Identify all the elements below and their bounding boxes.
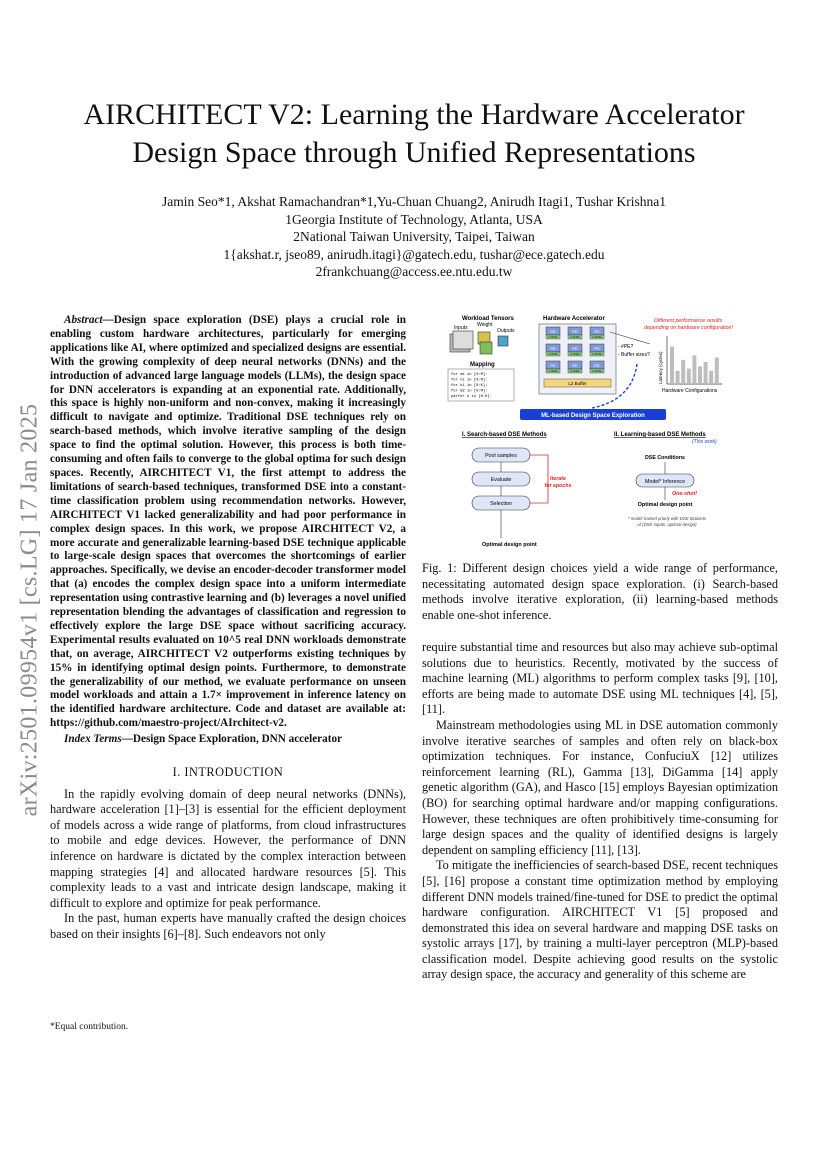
intro-paragraph-2: In the past, human experts have manually crafted the design choices based on their insights [6]–[8]. Such endeavors not only (50, 911, 406, 942)
right-paragraph-1: require substantial time and resources but also may achieve sub-optimal solutions due to heuristics. Recently, motivated by the success of machine learning (ML) algorithms to perform complex tasks [9], [10], efforts are being made to automate DSE using ML techniques [4], [5], [11]. (422, 640, 778, 717)
l1-buffer-label: L1 Buffer (569, 336, 581, 340)
output-tensor-icon (498, 336, 508, 346)
label-selection: Selection (490, 501, 512, 507)
pe-label: PE (594, 346, 600, 351)
title-line-1: AIRCHITECT V2: Learning the Hardware Accelerator (83, 98, 745, 131)
mapping-code-line: for n1 in [0:N]: (451, 378, 488, 383)
label-iterate: Iterate (550, 476, 566, 482)
iterate-loop (530, 455, 548, 503)
label-l2-buffer: L2 Buffer (568, 381, 587, 386)
figure-1 (422, 312, 778, 552)
label-num-pe: - #PE? (618, 344, 634, 350)
pe-label: PE (550, 346, 556, 351)
pe-label: PE (550, 363, 556, 368)
index-terms (50, 733, 406, 747)
mapping-code-line: parfor k in [0:K]: (451, 395, 493, 399)
abstract (50, 314, 406, 731)
label-one-shot: One-shot! (672, 491, 698, 497)
latency-bar (704, 362, 708, 384)
affiliation-1: 1Georgia Institute of Technology, Atlanta, USA (285, 211, 543, 227)
label-inputs: Inputs (454, 325, 468, 331)
label-workload-tensors: Workload Tensors (462, 316, 514, 322)
label-hardware-accelerator: Hardware Accelerator (543, 316, 605, 322)
l1-buffer-label: L1 Buffer (547, 336, 559, 340)
label-diff-perf: Different performance results (654, 318, 723, 324)
label-search-based: I. Search-based DSE Methods (462, 432, 547, 438)
label-latency: Latency (cycles) (658, 351, 663, 384)
label-model-inference: Model* Inference (644, 479, 686, 485)
pe-label: PE (550, 329, 556, 334)
intro-paragraph-1: In the rapidly evolving domain of deep neural networks (DNNs), hardware acceleration [1]–[3] is essential for the efficient deployment of models across a wide range of platforms, from cloud infrastructures to mobile and edge devices. However, the performance of DNN inference on hardware is dictated by the complex interaction between mapping strategies [4] and allocated hardware resources [5]. This complexity leads to a vast and intricate design landscape, making it difficult to explore and optimize for peak performance. (50, 786, 406, 910)
label-this-work: (This work) (692, 439, 717, 445)
label-learning-based: II. Learning-based DSE Methods (614, 432, 706, 438)
label-hw-configs: Hardware Configurations (662, 388, 718, 394)
label-mapping: Mapping (470, 362, 495, 368)
right-paragraph-3: To mitigate the inefficiencies of search-based DSE, recent techniques [5], [16] propose a constant time optimization method by employing different DNN models trained/fine-tuned for DSE to predict the optimal hardware configuration. AIRCHITECT V1 [5] proposed and demonstrated this idea on several hardware and mapping DSE tasks on systolic arrays [17], by training a multi-layer perceptron (MLP)-based classification model. Despite achieving good results on the systolic array design space, the accuracy and generality of this scheme are (422, 858, 778, 982)
label-pool-samples: Pool samples (485, 453, 517, 459)
section-heading-introduction: I. INTRODUCTION (172, 765, 284, 780)
left-column (50, 314, 406, 943)
l1-buffer-label: L1 Buffer (591, 336, 603, 340)
label-buffer-sizes: - Buffer sizes? (618, 352, 650, 358)
right-column (422, 640, 778, 983)
email-line-1: 1{akshat.r, jseo89, anirudh.itagi}@gatech.edu, tushar@ece.gatech.edu (223, 246, 605, 262)
pe-label: PE (572, 363, 578, 368)
label-model-footnote-1: * model trained priorly with DSE datasets (627, 516, 707, 521)
mapping-code-line: for m1 in [0:M]: (451, 373, 488, 377)
arxiv-watermark (10, 360, 50, 860)
latency-bar (681, 360, 685, 384)
label-evaluate: Evaluate (490, 477, 512, 483)
weight-tensor-icon (478, 332, 492, 354)
label-weight: Weight (477, 322, 493, 328)
footnote: *Equal contribution. (50, 1022, 129, 1032)
abstract-label: Abstract (64, 314, 103, 326)
latency-bar (709, 371, 713, 384)
author-block (40, 193, 788, 281)
affiliation-2: 2National Taiwan University, Taipei, Taiwan (293, 229, 535, 244)
abstract-text: —Design space exploration (DSE) plays a crucial role in enabling custom hardware architectures, particularly for emerging applications like AI, where optimized and specialized designs are essential. With the growing complexity of deep neural networks (DNNs) and the introduction of advanced large language models (LLMs), the design space for DNN accelerators is expanding at an exponential rate. Additionally, this space is highly non-uniform and non-convex, making it increasingly difficult to navigate and optimize. Traditional DSE techniques rely on search-based methods, which involve iterative sampling of the design space to find the optimal solution. However, this process is both time-consuming and often fails to converge to the global optima for such design spaces. Recently, AIRCHITECT V1, the first attempt to address the limitations of search-based techniques, transformed DSE into a constant-time classification problem using recommendation networks. However, AIRCHITECT V1 lacked generalizability and had poor performance in complex design spaces. In this work, we propose AIRCHITECT V2, a more accurate and generalizable learning-based DSE technique applicable to large-scale design spaces that overcomes the shortcomings of earlier approaches. Specifically, we devise an encoder-decoder transformer model that (a) encodes the complex design space into a uniform intermediate representation using contrastive learning and (b) leverages a novel unified representation blending the advantages of classification and regression to effectively explore the large DSE space without sacrificing accuracy. Experimental results evaluated on 10^5 real DNN workloads demonstrate that, on average, AIRCHITECT V2 outperforms existing techniques by 15% in identifying optimal design points. Furthermore, to demonstrate the generalizability of our method, we evaluate performance on unseen model workloads and attain a 1.7× improvement in inference latency on the identified hardware architecture. Code and dataset are available at: https://github.com/maestro-project/AIrchitect-v2. (50, 314, 406, 730)
latency-bar (670, 347, 674, 384)
l1-buffer-label: L1 Buffer (547, 353, 559, 357)
l1-buffer-label: L1 Buffer (569, 370, 581, 374)
latency-bar (687, 369, 691, 384)
figure-1-diagram (422, 312, 778, 552)
pe-label: PE (572, 329, 578, 334)
arxiv-id: arXiv:2501.09954v1 [cs.LG] 17 Jan 2025 (16, 403, 43, 817)
figure-caption: Fig. 1: Different design choices yield a wide range of performance, necessitating automated design space exploration. (i) Search-based methods involve iterative exploration, (ii) learning-based methods enable one-shot inference. (422, 561, 778, 622)
label-diff-perf-2: depending on hardware configuration! (644, 325, 733, 331)
l1-buffer-label: L1 Buffer (591, 353, 603, 357)
mapping-code (451, 372, 492, 399)
title-line-2: Design Space through Unified Representations (132, 136, 696, 169)
latency-bar (676, 371, 680, 384)
mapping-code-line: for k1 in [0:K]: (451, 384, 488, 388)
right-paragraph-2: Mainstream methodologies using ML in DSE automation commonly involve iterative searches of samples and often rely on black-box optimization techniques. For instance, ConfuciuX [12] utilizes reinforcement learning (RL), Gamma [13], DiGamma [14] apply genetic algorithm (GA), and Hasco [15] employs Bayesian optimization (BO) for searching optimal hardware and/or mapping configurations. However, these techniques are often prohibitively time-consuming for large design spaces and the quality of identified designs is largely dependent on sampling efficiency [11], [13]. (422, 717, 778, 857)
paper-title (40, 96, 788, 172)
index-terms-text: —Design Space Exploration, DNN accelerator (121, 733, 343, 746)
label-outputs: Outputs (497, 328, 515, 334)
pe-grid (546, 327, 604, 373)
l1-buffer-label: L1 Buffer (547, 370, 559, 374)
label-optimal-point: Optimal design point (482, 542, 537, 548)
label-optimal-point-2: Optimal design point (637, 502, 693, 508)
label-ml-dse: ML-based Design Space Exploration (541, 413, 645, 419)
pe-label: PE (572, 346, 578, 351)
label-model-footnote-2: of (DSE inputs, optimal design) (637, 522, 697, 527)
pe-label: PE (594, 363, 600, 368)
latency-bars (670, 347, 719, 384)
label-dse-conditions: DSE Conditions (644, 455, 686, 461)
author-names: Jamin Seo*1, Akshat Ramachandran*1,Yu-Chuan Chuang2, Anirudh Itagi1, Tushar Krishna1 (162, 194, 666, 209)
latency-bar (715, 358, 719, 384)
pe-label: PE (594, 329, 600, 334)
latency-bar (698, 366, 702, 384)
l1-buffer-label: L1 Buffer (591, 370, 603, 374)
index-terms-label: Index Terms (64, 733, 122, 746)
email-line-2: 2frankchuang@access.ee.ntu.edu.tw (315, 264, 513, 279)
l1-buffer-label: L1 Buffer (569, 353, 581, 357)
mapping-code-line: for m2 in [0:M]: (451, 389, 488, 394)
latency-bar (692, 355, 696, 384)
input-tensor-icon (450, 331, 473, 352)
label-for-epochs: for epochs (544, 483, 572, 489)
